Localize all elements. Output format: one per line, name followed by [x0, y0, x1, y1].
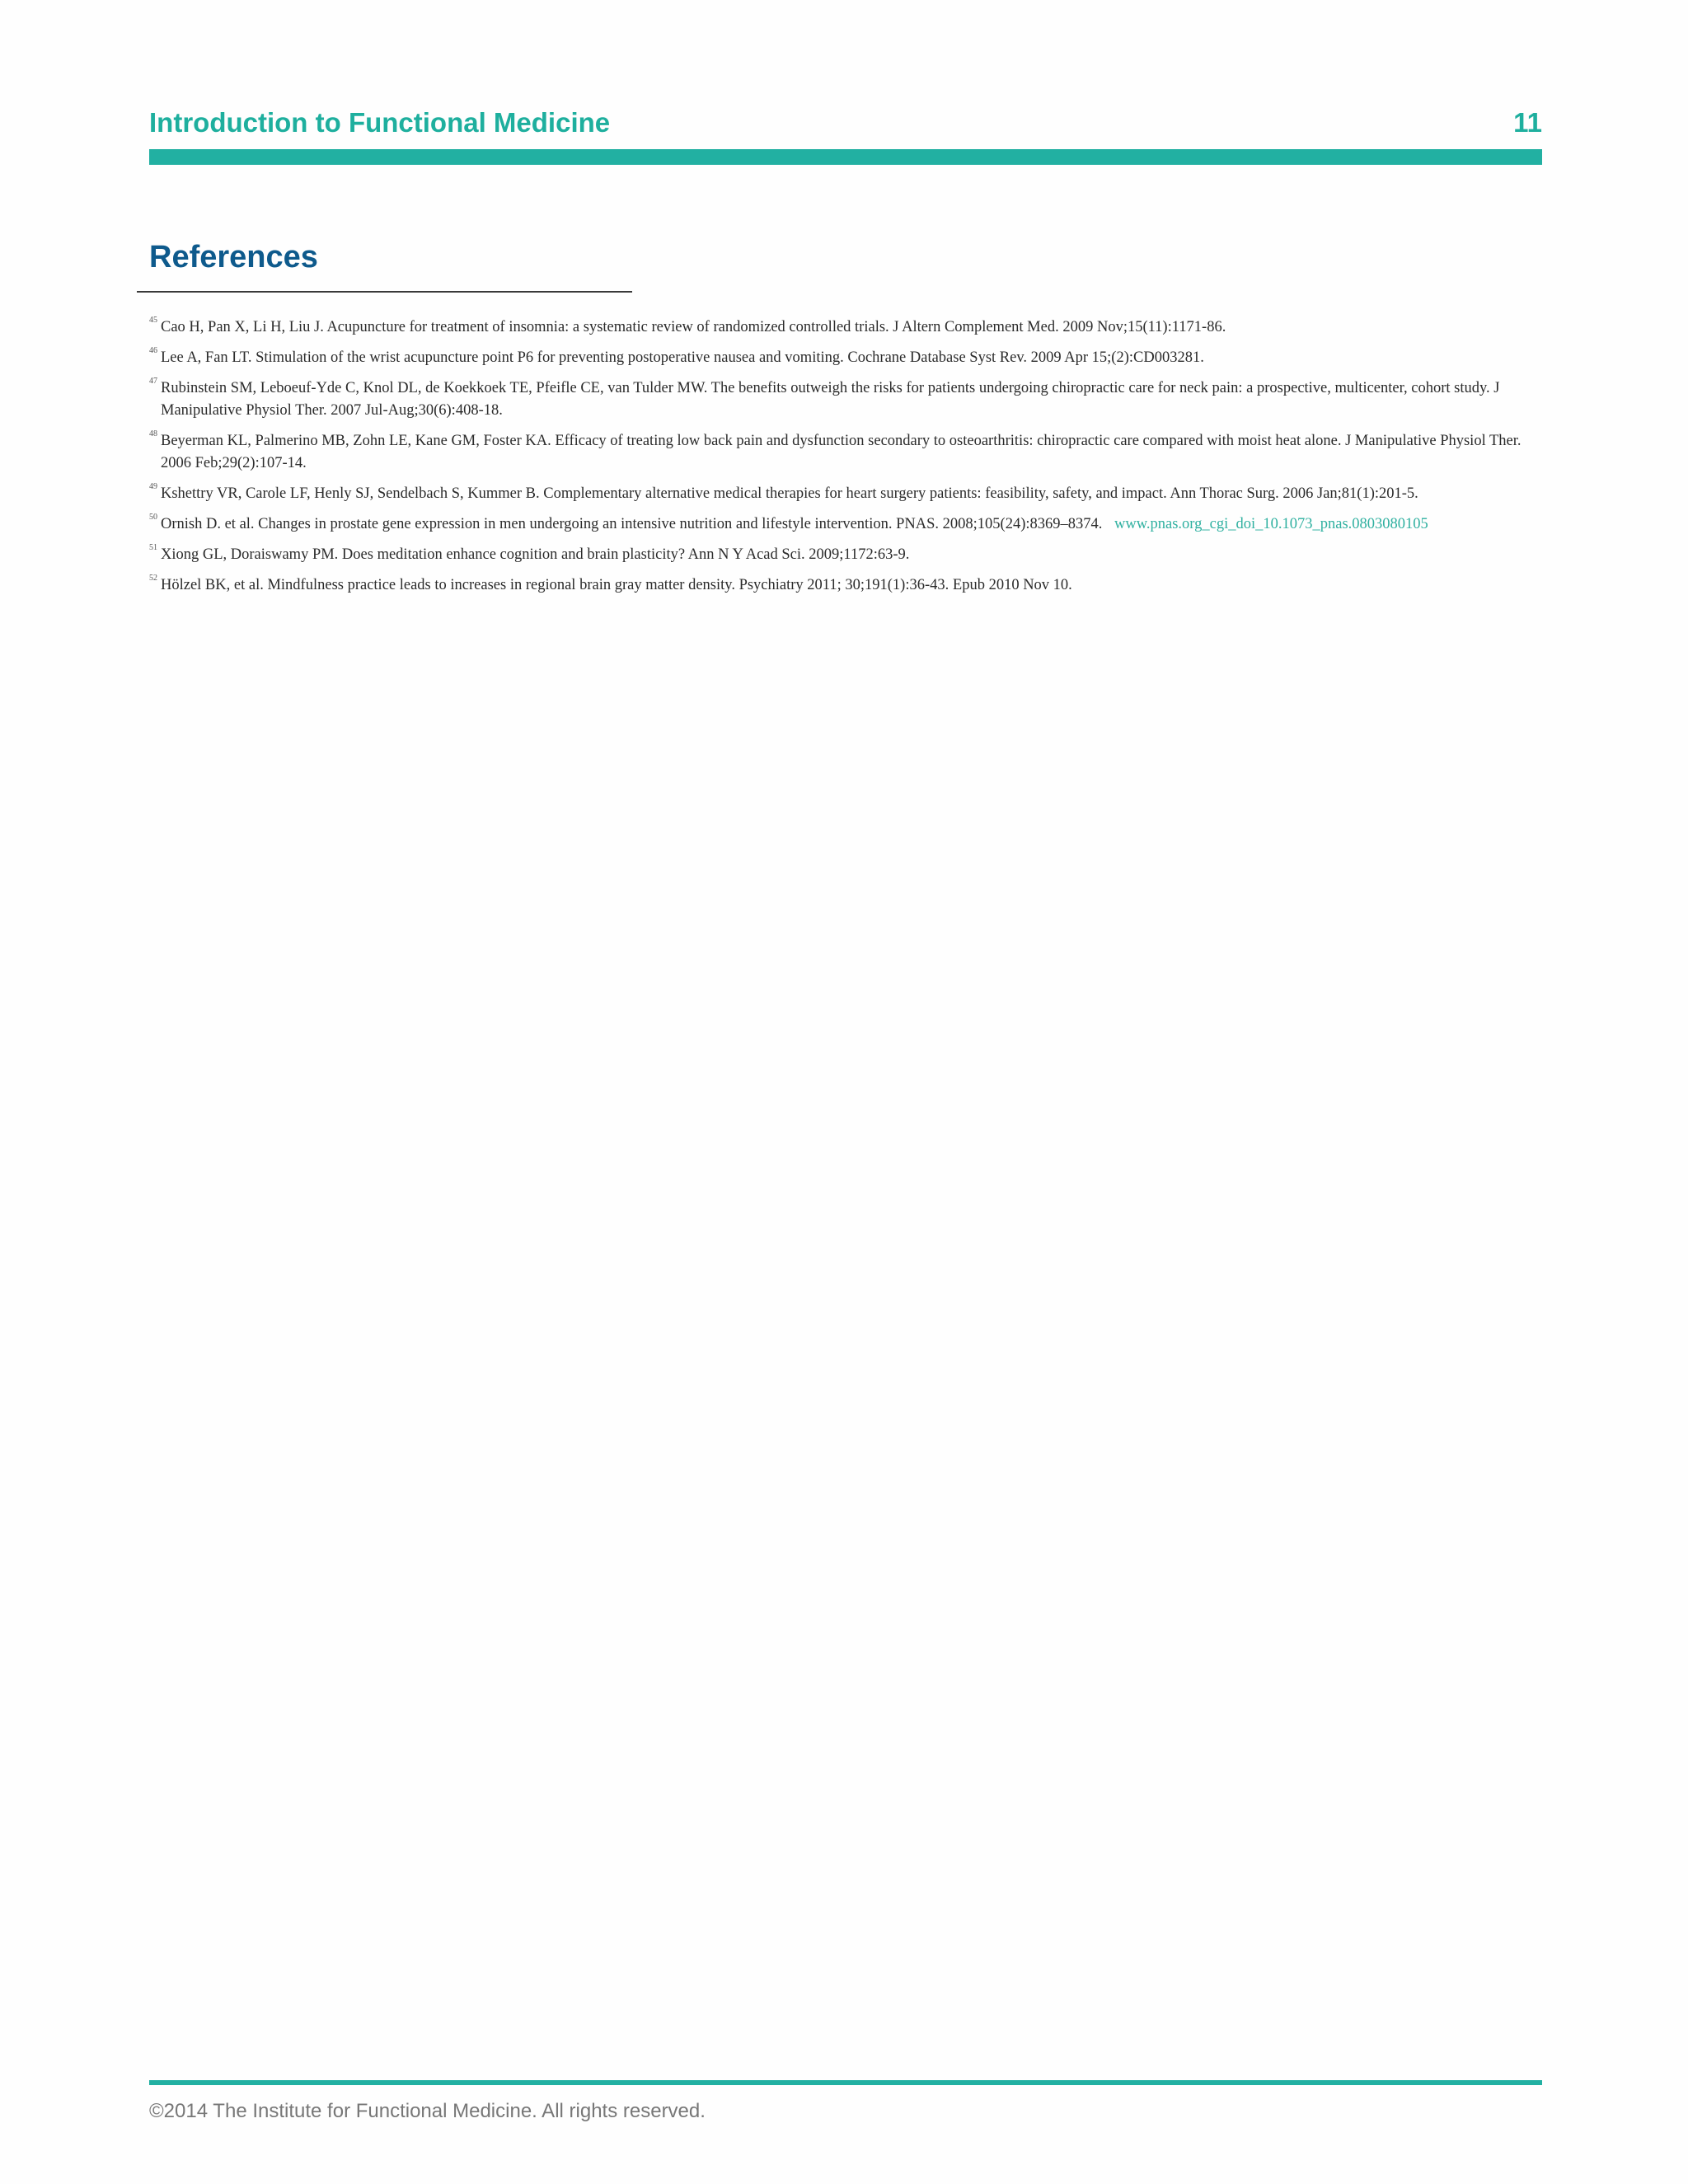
copyright-notice: ©2014 The Institute for Functional Medicine. All rights reserved. [149, 2100, 706, 2122]
reference-number: 47 [149, 377, 157, 386]
reference-number: 51 [149, 543, 157, 552]
reference-text: Hölzel BK, et al. Mindfulness practice leads to increases in regional brain gray matter density. Psychiatry 2011; 30;191(1):36-43. Epub 2010 Nov 10. [161, 577, 1072, 593]
reference-item [149, 574, 1542, 597]
reference-text: Rubinstein SM, Leboeuf-Yde C, Knol DL, de Koekkoek TE, Pfeifle CE, van Tulder MW. The benefits outweigh the risks for patients undergoing chiropractic care for neck pain: a prospective, multicenter, cohort study. J Manipulative Physiol Ther. 2007 Jul-Aug;30(6):408-18. [161, 380, 1500, 419]
reference-item [149, 347, 1542, 369]
reference-number: 46 [149, 346, 157, 355]
reference-link[interactable]: www.pnas.org_cgi_doi_10.1073_pnas.0803080105 [1114, 516, 1428, 532]
reference-number: 45 [149, 316, 157, 325]
reference-number: 52 [149, 574, 157, 583]
reference-text: Beyerman KL, Palmerino MB, Zohn LE, Kane GM, Foster KA. Efficacy of treating low back pain and dysfunction secondary to osteoarthritis: chiropractic care compared with moist heat alone. J Manipulative Physiol Ther. 2006 Feb;29(2):107-14. [161, 433, 1522, 471]
page-header [149, 107, 1542, 145]
reference-item [149, 483, 1542, 505]
reference-number: 48 [149, 429, 157, 438]
document-title: Introduction to Functional Medicine [149, 107, 611, 138]
reference-text: Lee A, Fan LT. Stimulation of the wrist acupuncture point P6 for preventing postoperative nausea and vomiting. Cochrane Database Syst Rev. 2009 Apr 15;(2):CD003281. [161, 349, 1204, 366]
reference-item [149, 377, 1542, 422]
reference-item [149, 430, 1542, 475]
section-divider [137, 291, 632, 293]
footer-divider-bar [149, 2080, 1542, 2085]
reference-number: 49 [149, 482, 157, 491]
reference-text: Xiong GL, Doraiswamy PM. Does meditation enhance cognition and brain plasticity? Ann N Y Acad Sci. 2009;1172:63-9. [161, 546, 910, 563]
reference-text: Ornish D. et al. Changes in prostate gene expression in men undergoing an intensive nutrition and lifestyle intervention. PNAS. 2008;105(24):8369–8374. [161, 516, 1103, 532]
section-title: References [149, 240, 318, 274]
reference-number: 50 [149, 513, 157, 522]
reference-item [149, 513, 1542, 536]
reference-text: Cao H, Pan X, Li H, Liu J. Acupuncture for treatment of insomnia: a systematic review of randomized controlled trials. J Altern Complement Med. 2009 Nov;15(11):1171-86. [161, 319, 1226, 335]
reference-item [149, 544, 1542, 566]
reference-list [149, 316, 1542, 605]
header-divider-bar [149, 149, 1542, 165]
page-number: 11 [1513, 107, 1542, 138]
reference-item [149, 316, 1542, 339]
reference-text: Kshettry VR, Carole LF, Henly SJ, Sendelbach S, Kummer B. Complementary alternative medical therapies for heart surgery patients: feasibility, safety, and impact. Ann Thorac Surg. 2006 Jan;81(1):201-5. [161, 485, 1418, 502]
